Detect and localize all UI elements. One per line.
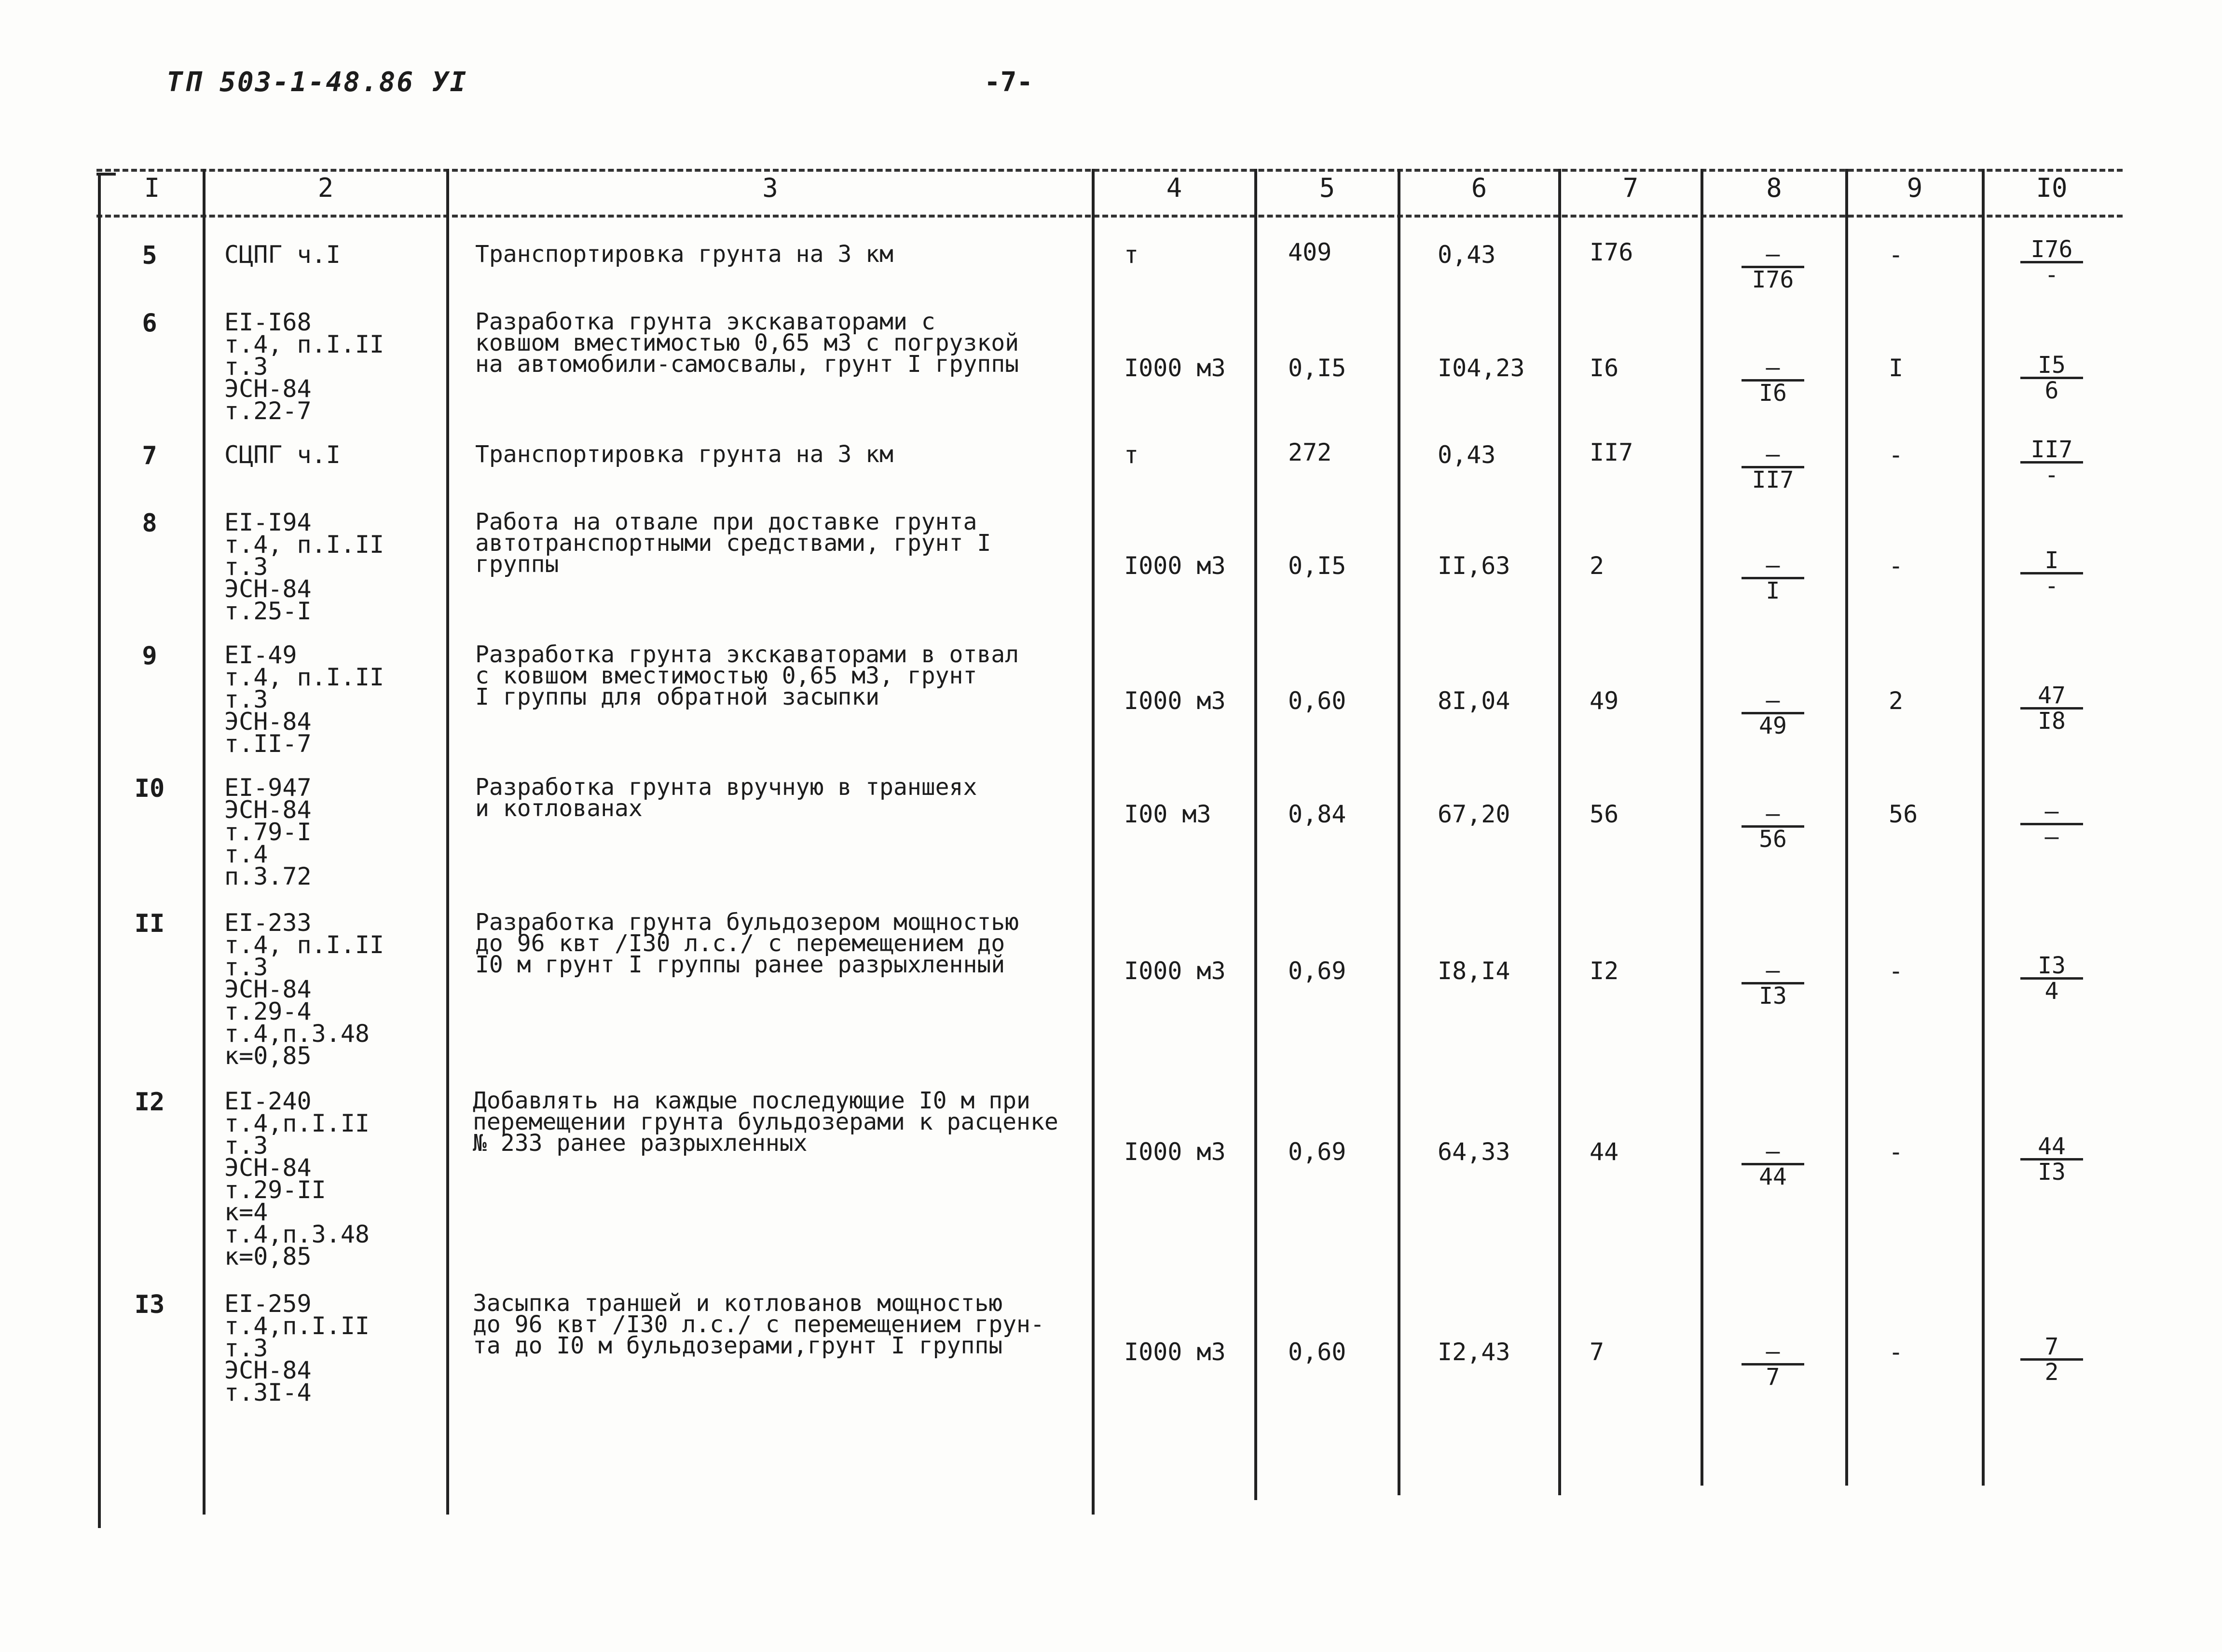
unit: I000 м3 <box>1124 957 1226 985</box>
quantity: 0,69 <box>1288 957 1346 985</box>
document-code: ТП 503-1-48.86 УI <box>166 67 468 98</box>
col8-fraction: – I6 <box>1737 357 1809 404</box>
col7-value: 44 <box>1590 1138 1619 1166</box>
column-header: I <box>144 173 160 203</box>
unit: I00 м3 <box>1124 800 1211 828</box>
row-number: I0 <box>134 774 165 803</box>
work-description: Добавлять на каждые последующие I0 м при перемещении грунта бульдозерами к расценке № 233 ранее разрыхленных <box>473 1087 1058 1157</box>
col8-fraction: – I3 <box>1737 960 1809 1007</box>
col7-value: II7 <box>1590 438 1633 466</box>
unit: I000 м3 <box>1124 1138 1226 1166</box>
quantity: 0,69 <box>1288 1138 1346 1166</box>
col10-fraction: I5 6 <box>2016 355 2088 401</box>
work-description: Транспортировка грунта на 3 км <box>475 241 893 268</box>
col8-fraction: – 7 <box>1737 1341 1809 1388</box>
col9-value: - <box>1889 552 1904 580</box>
column-header: 4 <box>1166 173 1182 203</box>
column-divider <box>98 173 101 1528</box>
norm-reference: EI-233 т.4, п.I.II т.3 ЭСН-84 т.29-4 т.4,п.3.48 к=0,85 <box>224 909 384 1070</box>
norm-reference: EI-947 ЭСН-84 т.79-I т.4 п.3.72 <box>224 774 312 890</box>
column-header: 3 <box>762 173 778 203</box>
col7-value: I76 <box>1590 238 1633 266</box>
row-number: 7 <box>142 441 157 470</box>
column-divider <box>446 169 449 1515</box>
column-divider <box>1845 169 1848 1486</box>
col6-value: 0,43 <box>1438 441 1496 469</box>
col8-fraction: – I76 <box>1737 244 1809 290</box>
column-header: I0 <box>2036 173 2068 203</box>
col10-fraction: 44 I3 <box>2016 1136 2088 1183</box>
row-number: 9 <box>142 642 157 670</box>
col10-fraction: I76 - <box>2016 239 2088 286</box>
col6-value: 0,43 <box>1438 241 1496 269</box>
work-description: Засыпка траншей и котлованов мощностью до 96 квт /I30 л.с./ с перемещением грун- та до I0 м бульдозерами,грунт I группы <box>473 1290 1044 1359</box>
col8-fraction: – II7 <box>1737 444 1809 491</box>
row-number: 6 <box>142 309 157 338</box>
col10-fraction: I3 4 <box>2016 955 2088 1002</box>
unit: I000 м3 <box>1124 1338 1226 1366</box>
quantity: 0,I5 <box>1288 552 1346 580</box>
row-number: 8 <box>142 509 157 538</box>
col7-value: I6 <box>1590 354 1619 382</box>
col8-fraction: – 56 <box>1737 803 1809 850</box>
unit: т <box>1124 441 1139 469</box>
work-description: Разработка грунта экскаваторами в отвал с ковшом вместимостью 0,65 м3, грунт I группы для обратной засыпки <box>475 641 1019 710</box>
column-divider <box>203 169 206 1515</box>
col6-value: 64,33 <box>1438 1138 1510 1166</box>
col9-value: - <box>1889 1338 1904 1366</box>
col9-value: - <box>1889 1138 1904 1166</box>
table-header-bottom-border <box>96 215 2123 218</box>
quantity: 272 <box>1288 438 1332 466</box>
col8-fraction: – I <box>1737 555 1809 601</box>
column-header: 7 <box>1622 173 1639 203</box>
col7-value: 56 <box>1590 800 1619 828</box>
column-divider <box>1254 169 1257 1500</box>
col9-value: - <box>1889 957 1904 985</box>
column-header: 5 <box>1319 173 1335 203</box>
norm-reference: EI-259 т.4,п.I.II т.3 ЭСН-84 т.3I-4 <box>224 1290 370 1406</box>
work-description: Транспортировка грунта на 3 км <box>475 441 893 468</box>
work-description: Разработка грунта экскаваторами с ковшом вместимостью 0,65 м3 с погрузкой на автомобили-самосвалы, грунт I группы <box>475 308 1019 378</box>
col7-value: 2 <box>1590 552 1605 580</box>
col8-fraction: – 44 <box>1737 1141 1809 1188</box>
col9-value: - <box>1889 241 1904 269</box>
work-description: Работа на отвале при доставке грунта автотранспортными средствами, грунт I группы <box>475 508 991 578</box>
col6-value: 8I,04 <box>1438 687 1510 715</box>
unit: I000 м3 <box>1124 354 1226 382</box>
col10-fraction: I - <box>2016 550 2088 597</box>
col6-value: I8,I4 <box>1438 957 1510 985</box>
col7-value: I2 <box>1590 957 1619 985</box>
quantity: 0,60 <box>1288 687 1346 715</box>
column-header: 6 <box>1471 173 1487 203</box>
unit: т <box>1124 241 1139 269</box>
col9-value: 56 <box>1889 800 1918 828</box>
row-number: 5 <box>142 241 157 270</box>
column-header: 8 <box>1766 173 1782 203</box>
norm-reference: СЦПГ ч.I <box>224 441 341 469</box>
quantity: 0,60 <box>1288 1338 1346 1366</box>
row-number: I2 <box>134 1088 165 1117</box>
col9-value: 2 <box>1889 687 1904 715</box>
col7-value: 49 <box>1590 687 1619 715</box>
quantity: 409 <box>1288 238 1332 266</box>
column-header: 9 <box>1907 173 1923 203</box>
column-divider <box>1982 169 1985 1486</box>
work-description: Разработка грунта вручную в траншеях и котлованах <box>475 774 977 822</box>
norm-reference: СЦПГ ч.I <box>224 241 341 269</box>
row-number: I3 <box>134 1290 165 1319</box>
col10-fraction: 47 I8 <box>2016 685 2088 732</box>
col7-value: 7 <box>1590 1338 1605 1366</box>
col6-value: I2,43 <box>1438 1338 1510 1366</box>
table-top-border <box>96 169 2123 172</box>
col9-value: - <box>1889 441 1904 469</box>
unit: I000 м3 <box>1124 552 1226 580</box>
norm-reference: EI-I68 т.4, п.I.II т.3 ЭСН-84 т.22-7 <box>224 308 384 425</box>
col6-value: 67,20 <box>1438 800 1510 828</box>
quantity: 0,84 <box>1288 800 1346 828</box>
work-description: Разработка грунта бульдозером мощностью до 96 квт /I30 л.с./ с перемещением до I0 м грунт I группы ранее разрыхленный <box>475 909 1019 978</box>
col6-value: II,63 <box>1438 552 1510 580</box>
column-divider <box>1701 169 1703 1486</box>
col8-fraction: – 49 <box>1737 690 1809 737</box>
column-divider <box>1398 169 1400 1495</box>
unit: I000 м3 <box>1124 687 1226 715</box>
norm-reference: EI-240 т.4,п.I.II т.3 ЭСН-84 т.29-II к=4 т.4,п.3.48 к=0,85 <box>224 1087 370 1270</box>
column-header: 2 <box>317 173 334 203</box>
quantity: 0,I5 <box>1288 354 1346 382</box>
page-number: -7- <box>984 67 1033 98</box>
col10-fraction: – – <box>2016 801 2088 847</box>
column-divider <box>1092 169 1095 1515</box>
col9-value: I <box>1889 354 1904 382</box>
row-number: II <box>134 909 165 938</box>
norm-reference: EI-49 т.4, п.I.II т.3 ЭСН-84 т.II-7 <box>224 641 384 758</box>
column-divider <box>1558 169 1561 1495</box>
col10-fraction: II7 - <box>2016 439 2088 486</box>
col10-fraction: 7 2 <box>2016 1336 2088 1383</box>
col6-value: I04,23 <box>1438 354 1525 382</box>
norm-reference: EI-I94 т.4, п.I.II т.3 ЭСН-84 т.25-I <box>224 508 384 625</box>
